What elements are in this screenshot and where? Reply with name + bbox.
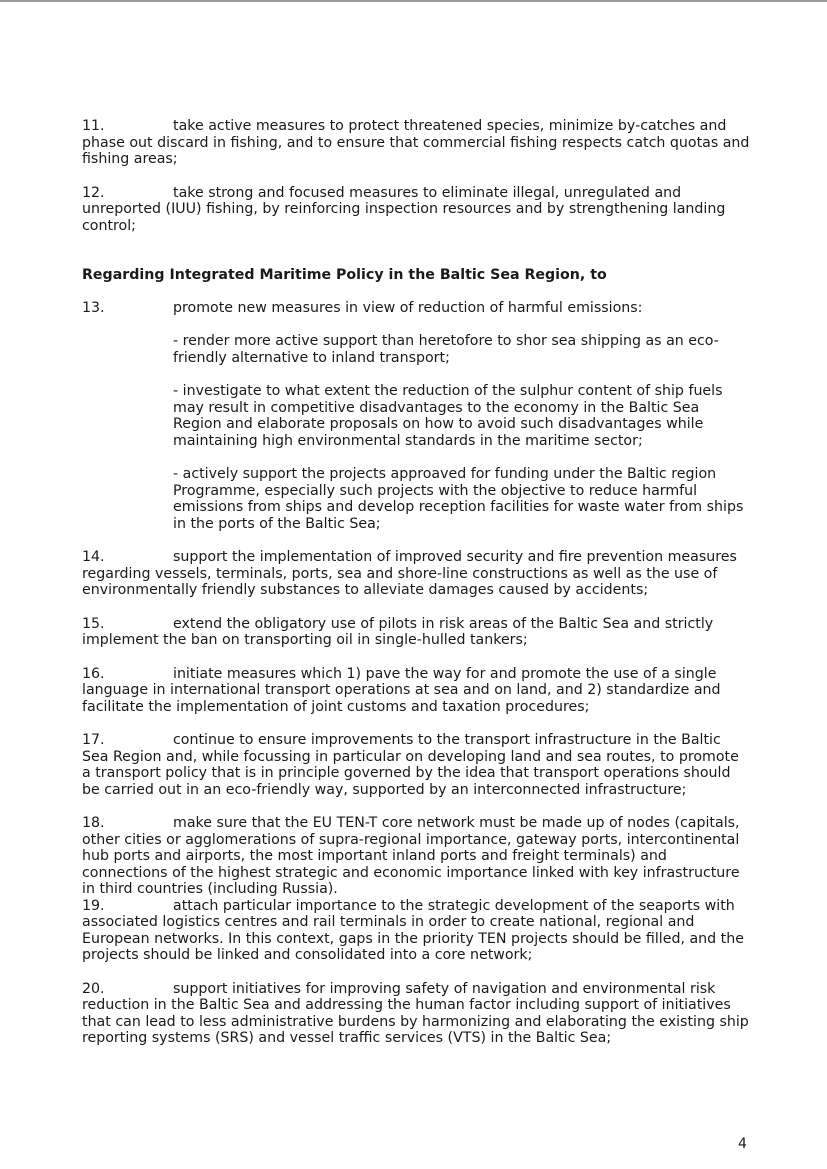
- paragraph-number: 15.: [82, 615, 105, 632]
- paragraph-number: 11.: [82, 118, 105, 134]
- paragraph-text: support the implementation of improved security and fire prevention measures regarding vessels, terminals, ports, sea and shore-line constructions as well as the use of environmentally friendly substances to alleviate damages caused by accidents;: [82, 549, 737, 598]
- paragraph-12: [82, 185, 750, 235]
- paragraph-text: promote new measures in view of reduction of harmful emissions:: [173, 299, 643, 316]
- paragraph-number: 13.: [82, 299, 105, 316]
- paragraph-number: 20.: [82, 980, 105, 997]
- paragraph-20: [82, 981, 750, 1047]
- section-heading: Regarding Integrated Maritime Policy in the Baltic Sea Region, to: [82, 267, 607, 283]
- paragraph-text: support initiatives for improving safety of navigation and environmental risk reduction in the Baltic Sea and addressing the human factor including support of initiatives that can lead to less administrative burdens by harmonizing and elaborating the existing ship reporting systems (SRS) and vessel traffic services (VTS) in the Baltic Sea;: [82, 980, 749, 1046]
- sub-item-3: - actively support the projects approaved for funding under the Baltic region Programme, especially such projects with the objective to reduce harmful emissions from ships and develop reception facilities for waste water from ships in the ports of the Baltic Sea;: [173, 466, 744, 532]
- paragraph-11: [82, 118, 750, 168]
- sub-item-1: - render more active support than heretofore to shor sea shipping as an eco-friendly alternative to inland transport;: [173, 333, 719, 366]
- paragraph-text: take strong and focused measures to eliminate illegal, unregulated and unreported (IUU) fishing, by reinforcing inspection resources and by strengthening landing control;: [82, 184, 726, 234]
- paragraph-text: extend the obligatory use of pilots in risk areas of the Baltic Sea and strictly implement the ban on transporting oil in single-hulled tankers;: [82, 615, 714, 648]
- sub-item-2: - investigate to what extent the reduction of the sulphur content of ship fuels may result in competitive disadvantages to the economy in the Baltic Sea Region and elaborate proposals on how to avoid such disadvantages while maintaining high environmental standards in the maritime sector;: [173, 383, 723, 449]
- paragraph-18: [82, 815, 750, 898]
- paragraph-text: make sure that the EU TEN-T core network must be made up of nodes (capitals, other cities or agglomerations of supra-regional importance, gateway ports, intercontinental hub ports and airports, the most important inland ports and freight terminals) and connections of the highest strategic and economic importance linked with key infrastructure in third countries (including Russia).: [82, 815, 740, 897]
- document-body: [82, 118, 750, 1064]
- paragraph-16: [82, 666, 750, 716]
- scan-top-edge: [0, 0, 827, 2]
- paragraph-15: [82, 616, 750, 649]
- paragraph-text: continue to ensure improvements to the transport infrastructure in the Baltic Sea Region and, while focussing in particular on developing land and sea routes, to promote a transport policy that is in principle governed by the idea that transport operations should be carried out in an eco-friendly way, supported by an interconnected infrastructure;: [82, 732, 739, 798]
- paragraph-13: [82, 300, 750, 317]
- paragraph-number: 19.: [82, 897, 105, 914]
- paragraph-text: attach particular importance to the strategic development of the seaports with associated logistics centres and rail terminals in order to create national, regional and European networks. In this context, gaps in the priority TEN projects should be filled, and the projects should be linked and consolidated into a core network;: [82, 897, 744, 963]
- paragraph-number: 12.: [82, 184, 105, 201]
- page-number: 4: [738, 1136, 747, 1152]
- paragraph-text: take active measures to protect threatened species, minimize by-catches and phase out discard in fishing, and to ensure that commercial fishing respects catch quotas and fishing areas;: [82, 118, 750, 167]
- paragraph-number: 16.: [82, 665, 105, 682]
- paragraph-text: initiate measures which 1) pave the way for and promote the use of a single language in international transport operations at sea and on land, and 2) standardize and facilitate the implementation of joint customs and taxation procedures;: [82, 665, 721, 715]
- paragraph-number: 18.: [82, 815, 105, 831]
- paragraph-14: [82, 549, 750, 599]
- paragraph-number: 17.: [82, 732, 105, 748]
- paragraph-19: [82, 898, 750, 964]
- paragraph-number: 14.: [82, 549, 105, 565]
- paragraph-17: [82, 732, 750, 798]
